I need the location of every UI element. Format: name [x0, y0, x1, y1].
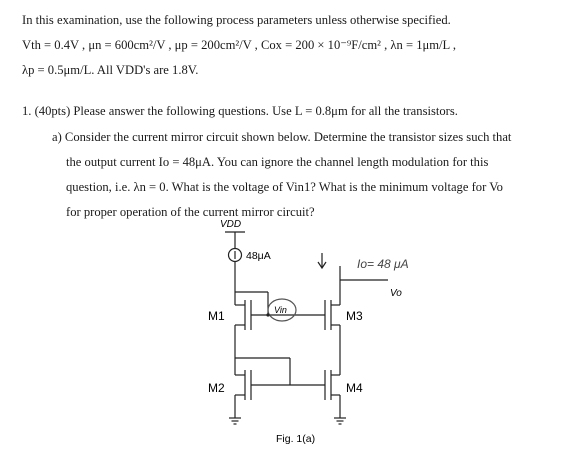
current-source-label: 48μA — [246, 250, 271, 262]
m4-label: M4 — [346, 381, 363, 395]
part-a-line-4: for proper operation of the current mirror circuit? — [66, 205, 315, 219]
part-a-line-1: a) Consider the current mirror circuit shown below. Determine the transistor sizes such that — [52, 130, 512, 144]
part-a-line-2: the output current Io = 48μA. You can ignore the channel length modulation for this — [66, 155, 489, 169]
vin-label: Vin — [274, 305, 287, 315]
part-a-line-3: question, i.e. λn = 0. What is the voltage of Vin1? What is the minimum voltage for Vo — [66, 180, 503, 194]
preamble-line-2: Vth = 0.4V , μn = 600cm²/V , μp = 200cm²/V , Cox = 200 × 10⁻⁹F/cm² , λn = 1μm/L , — [22, 38, 457, 52]
ground-left — [229, 418, 241, 424]
question-header: 1. (40pts) Please answer the following questions. Use L = 0.8μm for all the transistors. — [22, 104, 458, 118]
ground-right — [334, 418, 346, 424]
figure-caption: Fig. 1(a) — [276, 433, 316, 445]
preamble-line-3: λp = 0.5μm/L. All VDD's are 1.8V. — [22, 63, 199, 77]
io-handwritten-label: Io= 48 μA — [357, 257, 409, 271]
m2-label: M2 — [208, 381, 225, 395]
preamble-line-1: In this examination, use the following process parameters unless otherwise specified. — [22, 13, 451, 27]
m3-label: M3 — [346, 309, 363, 323]
m1-label: M1 — [208, 309, 225, 323]
vdd-label: VDD — [220, 219, 242, 230]
vo-label: Vo — [390, 288, 402, 299]
node-dot — [266, 313, 269, 316]
